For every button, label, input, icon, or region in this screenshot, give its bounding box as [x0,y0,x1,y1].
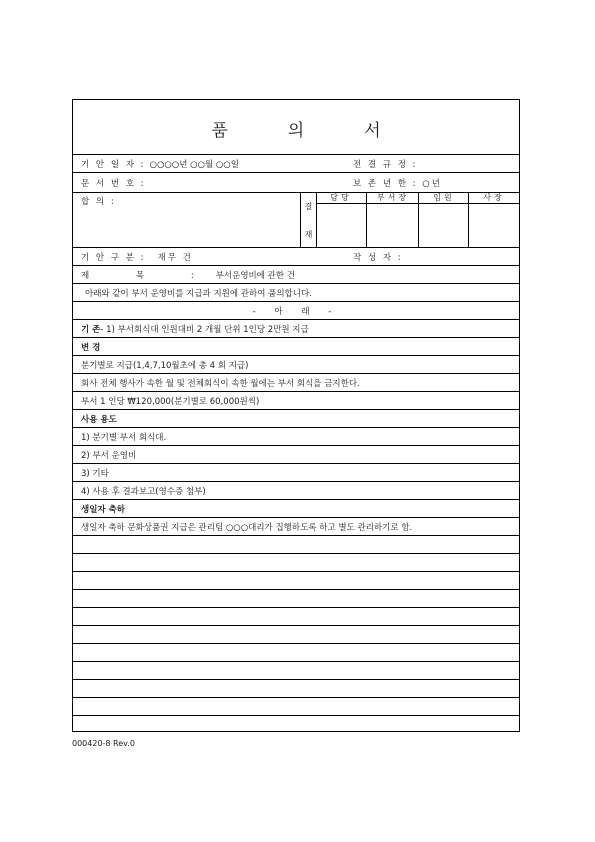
blank-line[interactable] [73,680,519,698]
approval-form [72,99,520,732]
content-line [73,446,519,464]
content-line [73,320,519,338]
blank-line[interactable] [73,590,519,608]
content-line [73,518,519,536]
draft-date-value[interactable]: ○○○○년 ○○월 ○○일 [149,159,239,170]
content-line [73,482,519,500]
content-line [73,500,519,518]
line-text[interactable]: 2) 부서 운영비 [81,450,137,461]
approver-staff[interactable]: 담당 [316,193,366,247]
draft-date-label: 기 안 일 자 : [81,159,146,170]
line-text[interactable]: 4) 사용 후 결과보고(영수증 첨부) [81,486,206,497]
approver-executive[interactable]: 임원 [418,193,469,247]
line-text[interactable]: 3) 기타 [81,468,109,479]
content-line [73,338,519,356]
blank-line[interactable] [73,554,519,572]
subject-label: 제 목 : [81,270,216,281]
draft-date-row [73,155,519,173]
line-label: 기 존 [81,324,101,335]
subject-value[interactable]: 부서운영비에 관한 건 [215,270,296,281]
doc-number-label: 문 서 번 호 : [81,178,146,189]
line-text[interactable]: 회사 전체 행사가 속한 월 및 전체회식이 속한 월에는 부서 회식을 금지한다. [81,378,360,389]
content-line [73,392,519,410]
cooperation-row [73,193,519,248]
line-text[interactable]: 1) 분기별 부서 회식대. [81,432,167,443]
content-line [73,428,519,446]
blank-line[interactable] [73,698,519,716]
line-text[interactable]: 부서 1 인당 ₩120,000(분기별로 60,000원씩) [81,396,260,407]
below-marker: - 아 래 - [252,306,340,317]
line-text[interactable]: 생일자 축하 문화상품권 지급은 관리팀 ○○○대리가 집행하도록 하고 별도 관리하기로 함. [81,522,413,533]
approval-box [300,193,519,247]
content-line [73,374,519,392]
doc-number-row [73,173,519,193]
authority-label: 전 결 규 정 : [353,159,418,170]
line-text[interactable]: 분기별로 지급(1,4,7,10월초에 총 4 회 지급) [81,360,249,371]
blank-line[interactable] [73,572,519,590]
blank-line[interactable] [73,644,519,662]
title-row [73,100,519,155]
blank-line[interactable] [73,662,519,680]
line-text[interactable]: - 1) 부서회식대 인원대비 2 개월 단위 1인당 2만원 지급 [100,324,309,335]
cooperation-label: 합 의 : [81,197,116,207]
subject-row [73,266,519,284]
author-label: 작 성 자 : [353,252,403,263]
footer-code: 000420-8 Rev.0 [72,739,135,748]
approver-president[interactable]: 사장 [468,193,519,247]
blank-line[interactable] [73,608,519,626]
intro-row [73,284,519,302]
content-line [73,356,519,374]
content-line [73,410,519,428]
line-label: 변 경 [81,342,101,353]
draft-type-value[interactable]: 재무 건 [157,252,193,263]
intro-text: 아래와 같이 부서 운영비를 지급과 지원에 관하여 품의합니다. [85,288,312,299]
blank-line[interactable] [73,536,519,554]
content-line [73,464,519,482]
line-label: 생일자 축하 [81,504,126,515]
approval-label: 결 재 [301,193,317,247]
draft-type-label: 기 안 구 분 : [81,252,146,263]
below-row [73,302,519,320]
blank-line[interactable] [73,626,519,644]
page-title: 품의서 [211,121,441,141]
retention-label: 보 존 년 한 : ○년 [353,178,442,189]
line-label: 사용 용도 [81,414,117,425]
draft-type-row [73,248,519,266]
approver-manager[interactable]: 부서장 [366,193,419,247]
